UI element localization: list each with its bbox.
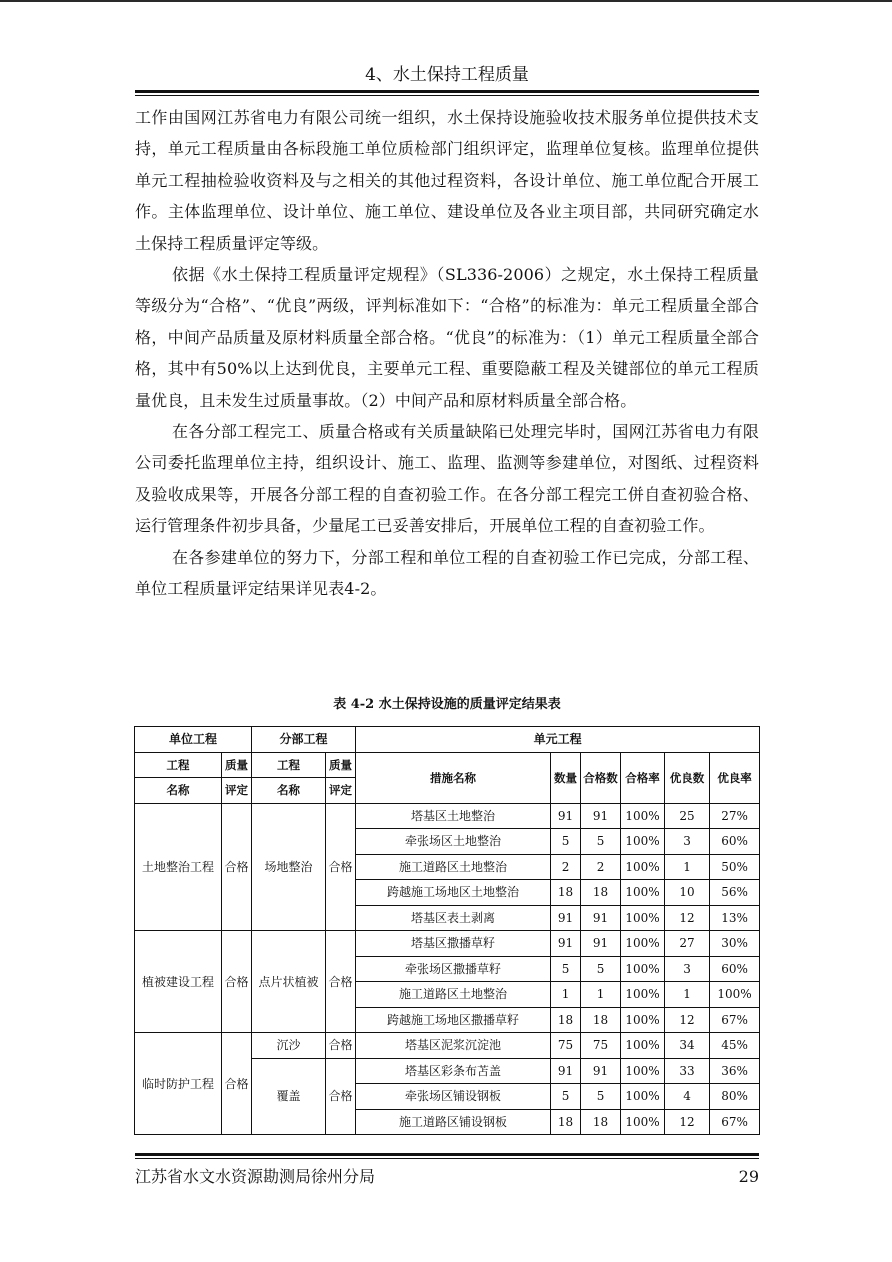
measure-name-cell: 跨越施工场地区土地整治 <box>356 880 551 906</box>
count-cell: 5 <box>551 1084 581 1110</box>
excellent-rate-cell: 60% <box>710 829 760 855</box>
paragraph: 工作由国网江苏省电力有限公司统一组织，水土保持设施验收技术服务单位提供技术支持，单元工程质量由各标段施工单位质检部门组织评定，监理单位复核。监理单位提供单元工程抽检验收资料及与之相关的其他过程资料，各设计单位、施工单位配合开展工作。主体监理单位、设计单位、施工单位、建设单位及各业主项目部，共同研究确定水土保持工程质量评定等级。 <box>135 108 759 253</box>
measure-name-cell: 施工道路区土地整治 <box>356 982 551 1008</box>
footer-rule-thick <box>135 1153 759 1156</box>
header-rule-thick <box>135 90 759 93</box>
header-rule-thin <box>135 95 759 96</box>
footer-organization: 江苏省水文水资源勘测局徐州分局 <box>135 1167 376 1186</box>
header-element-project: 单元工程 <box>356 727 760 753</box>
header-unit-quality-bottom: 评定 <box>222 778 252 804</box>
qualified-rate-cell: 100% <box>621 1084 665 1110</box>
qualified-count-cell: 91 <box>581 803 621 829</box>
footer-rule-thin <box>135 1158 759 1159</box>
qualified-count-cell: 5 <box>581 1084 621 1110</box>
count-cell: 91 <box>551 905 581 931</box>
qualified-rate-cell: 100% <box>621 1007 665 1033</box>
unit-project-name-cell: 临时防护工程 <box>135 1033 222 1135</box>
header-qualified-rate: 合格率 <box>621 752 665 803</box>
excellent-rate-cell: 50% <box>710 854 760 880</box>
measure-name-cell: 牵张场区撒播草籽 <box>356 956 551 982</box>
measure-name-cell: 施工道路区铺设钢板 <box>356 1109 551 1135</box>
excellent-count-cell: 27 <box>665 931 710 957</box>
measure-name-cell: 塔基区撒播草籽 <box>356 931 551 957</box>
qualified-rate-cell: 100% <box>621 956 665 982</box>
qualified-count-cell: 18 <box>581 1007 621 1033</box>
quality-assessment-table <box>134 726 760 1135</box>
header-qualified-count: 合格数 <box>581 752 621 803</box>
table-row <box>135 931 760 957</box>
unit-project-name-cell: 土地整治工程 <box>135 803 222 931</box>
qualified-rate-cell: 100% <box>621 905 665 931</box>
header-excellent-rate: 优良率 <box>710 752 760 803</box>
header-unit-project: 单位工程 <box>135 727 252 753</box>
table-row <box>135 1033 760 1059</box>
excellent-count-cell: 12 <box>665 1007 710 1033</box>
paragraph: 依据《水土保持工程质量评定规程》（SL336-2006）之规定，水土保持工程质量等级分为“合格”、“优良”两级，评判标准如下：“合格”的标准为：单元工程质量全部合格，中间产品质量及原材料质量全部合格。“优良”的标准为：（1）单元工程质量全部合格，其中有50%以上达到优良，主要单元工程、重要隐蔽工程及关键部位的单元工程质量优良，且未发生过质量事故。（2）中间产品和原材料质量全部合格。 <box>135 265 759 410</box>
table-header-row <box>135 727 760 753</box>
excellent-count-cell: 3 <box>665 956 710 982</box>
excellent-rate-cell: 13% <box>710 905 760 931</box>
sub-project-grade-cell: 合格 <box>326 1033 356 1059</box>
sub-project-grade-cell: 合格 <box>326 1058 356 1135</box>
paragraph: 在各分部工程完工、质量合格或有关质量缺陷已处理完毕时，国网江苏省电力有限公司委托监理单位主持，组织设计、施工、监理、监测等参建单位，对图纸、过程资料及验收成果等，开展各分部工程的自查初验工作。在各分部工程完工併自查初验合格、运行管理条件初步具备，少量尾工已妥善安排后，开展单位工程的自查初验工作。 <box>135 422 759 536</box>
page-top-border <box>0 0 892 2</box>
excellent-rate-cell: 36% <box>710 1058 760 1084</box>
header-sub-project: 分部工程 <box>252 727 356 753</box>
header-unit-project-name-top: 工程 <box>135 752 222 778</box>
count-cell: 18 <box>551 1109 581 1135</box>
unit-project-grade-cell: 合格 <box>222 931 252 1033</box>
excellent-count-cell: 4 <box>665 1084 710 1110</box>
count-cell: 5 <box>551 956 581 982</box>
qualified-rate-cell: 100% <box>621 880 665 906</box>
excellent-count-cell: 25 <box>665 803 710 829</box>
measure-name-cell: 施工道路区土地整治 <box>356 854 551 880</box>
unit-project-name-cell: 植被建设工程 <box>135 931 222 1033</box>
qualified-rate-cell: 100% <box>621 1058 665 1084</box>
excellent-rate-cell: 100% <box>710 982 760 1008</box>
excellent-count-cell: 10 <box>665 880 710 906</box>
table-row <box>135 803 760 829</box>
excellent-rate-cell: 67% <box>710 1109 760 1135</box>
excellent-count-cell: 12 <box>665 1109 710 1135</box>
table-header-row <box>135 752 760 778</box>
qualified-rate-cell: 100% <box>621 829 665 855</box>
unit-project-grade-cell: 合格 <box>222 803 252 931</box>
qualified-rate-cell: 100% <box>621 931 665 957</box>
unit-project-grade-cell: 合格 <box>222 1033 252 1135</box>
table-caption: 表 4-2 水土保持设施的质量评定结果表 <box>333 697 561 712</box>
header-sub-project-name-bottom: 名称 <box>252 778 326 804</box>
excellent-rate-cell: 45% <box>710 1033 760 1059</box>
qualified-count-cell: 91 <box>581 905 621 931</box>
count-cell: 5 <box>551 829 581 855</box>
qualified-count-cell: 75 <box>581 1033 621 1059</box>
sub-project-grade-cell: 合格 <box>326 803 356 931</box>
excellent-rate-cell: 80% <box>710 1084 760 1110</box>
count-cell: 91 <box>551 931 581 957</box>
paragraph: 在各参建单位的努力下，分部工程和单位工程的自查初验工作已完成，分部工程、单位工程质量评定结果详见表4-2。 <box>135 547 759 599</box>
count-cell: 2 <box>551 854 581 880</box>
qualified-count-cell: 5 <box>581 829 621 855</box>
qualified-rate-cell: 100% <box>621 854 665 880</box>
qualified-count-cell: 5 <box>581 956 621 982</box>
excellent-count-cell: 3 <box>665 829 710 855</box>
qualified-rate-cell: 100% <box>621 982 665 1008</box>
measure-name-cell: 跨越施工场地区撒播草籽 <box>356 1007 551 1033</box>
table-body <box>135 803 760 1135</box>
header-unit-project-name-bottom: 名称 <box>135 778 222 804</box>
measure-name-cell: 牵张场区土地整治 <box>356 829 551 855</box>
count-cell: 18 <box>551 880 581 906</box>
excellent-count-cell: 33 <box>665 1058 710 1084</box>
excellent-rate-cell: 27% <box>710 803 760 829</box>
excellent-rate-cell: 56% <box>710 880 760 906</box>
excellent-count-cell: 34 <box>665 1033 710 1059</box>
excellent-rate-cell: 30% <box>710 931 760 957</box>
excellent-count-cell: 1 <box>665 982 710 1008</box>
qualified-count-cell: 2 <box>581 854 621 880</box>
count-cell: 1 <box>551 982 581 1008</box>
sub-project-name-cell: 点片状植被 <box>252 931 326 1033</box>
sub-project-name-cell: 场地整治 <box>252 803 326 931</box>
count-cell: 18 <box>551 1007 581 1033</box>
count-cell: 75 <box>551 1033 581 1059</box>
header-excellent-count: 优良数 <box>665 752 710 803</box>
excellent-count-cell: 12 <box>665 905 710 931</box>
header-measure-name: 措施名称 <box>356 752 551 803</box>
count-cell: 91 <box>551 1058 581 1084</box>
qualified-rate-cell: 100% <box>621 1109 665 1135</box>
sub-project-grade-cell: 合格 <box>326 931 356 1033</box>
qualified-rate-cell: 100% <box>621 1033 665 1059</box>
qualified-rate-cell: 100% <box>621 803 665 829</box>
excellent-rate-cell: 67% <box>710 1007 760 1033</box>
header-sub-quality-bottom: 评定 <box>326 778 356 804</box>
sub-project-name-cell: 覆盖 <box>252 1058 326 1135</box>
excellent-rate-cell: 60% <box>710 956 760 982</box>
header-unit-quality-top: 质量 <box>222 752 252 778</box>
header-sub-project-name-top: 工程 <box>252 752 326 778</box>
page-number: 29 <box>738 1167 759 1186</box>
sub-project-name-cell: 沉沙 <box>252 1033 326 1059</box>
measure-name-cell: 塔基区泥浆沉淀池 <box>356 1033 551 1059</box>
measure-name-cell: 塔基区彩条布苫盖 <box>356 1058 551 1084</box>
measure-name-cell: 牵张场区铺设钢板 <box>356 1084 551 1110</box>
measure-name-cell: 塔基区表土剥离 <box>356 905 551 931</box>
measure-name-cell: 塔基区土地整治 <box>356 803 551 829</box>
count-cell: 91 <box>551 803 581 829</box>
qualified-count-cell: 91 <box>581 931 621 957</box>
qualified-count-cell: 18 <box>581 1109 621 1135</box>
qualified-count-cell: 91 <box>581 1058 621 1084</box>
header-sub-quality-top: 质量 <box>326 752 356 778</box>
excellent-count-cell: 1 <box>665 854 710 880</box>
body-text <box>135 102 759 605</box>
qualified-count-cell: 1 <box>581 982 621 1008</box>
qualified-count-cell: 18 <box>581 880 621 906</box>
header-count: 数量 <box>551 752 581 803</box>
running-header: 4、水土保持工程质量 <box>365 65 529 85</box>
